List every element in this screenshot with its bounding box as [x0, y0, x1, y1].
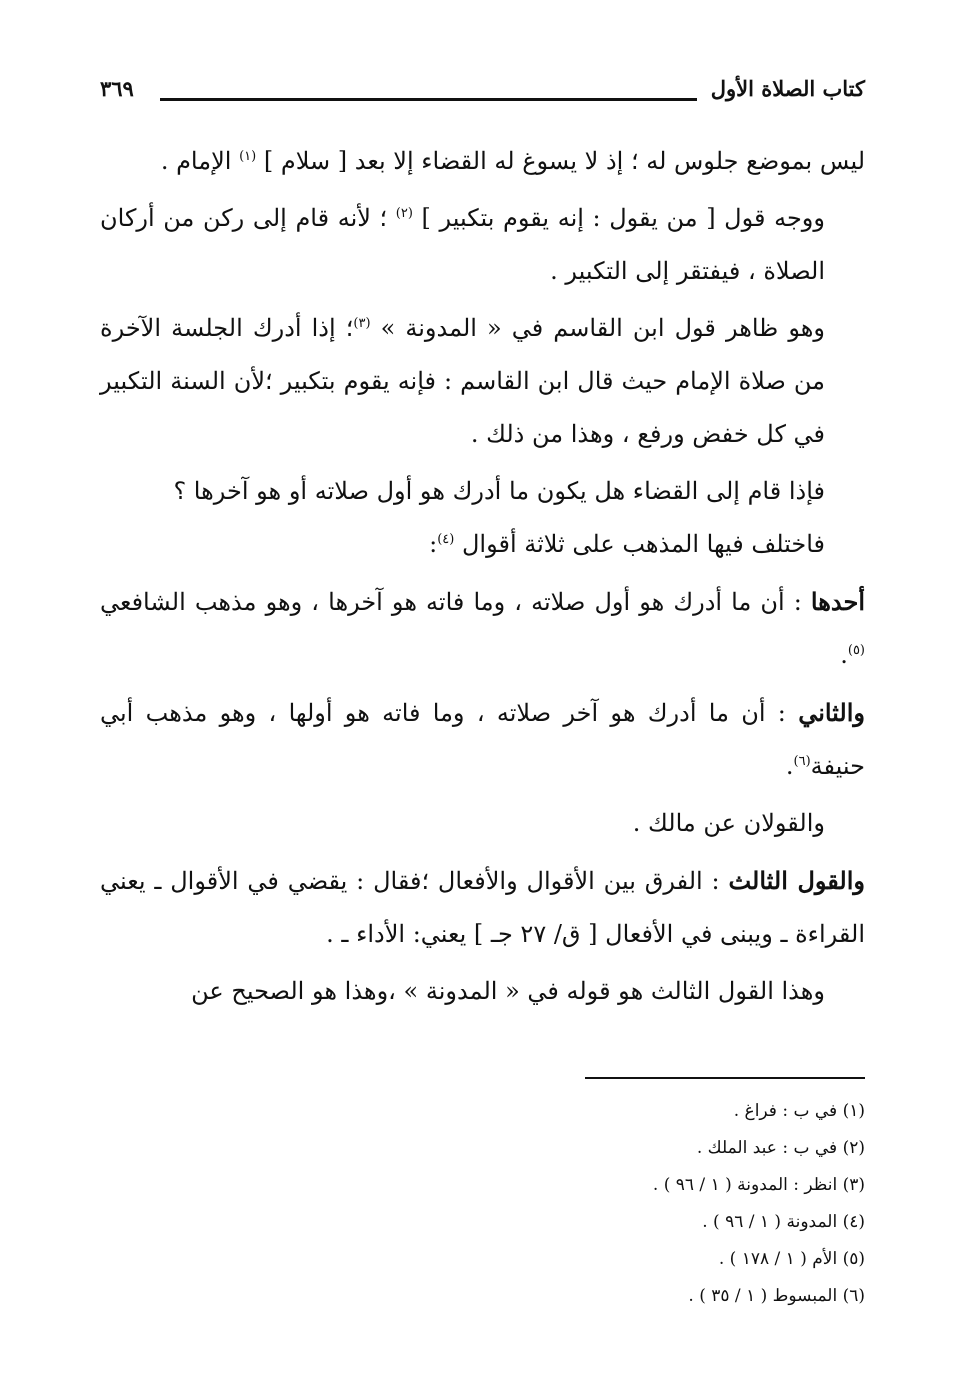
footnote-ref-2: (٢): [395, 206, 413, 221]
footnote-ref-1: (١): [239, 149, 257, 164]
running-header: [100, 70, 865, 120]
page-number: ٣٦٩: [100, 76, 134, 101]
footnote-ref-4: (٤): [437, 532, 455, 547]
footnote-4: (٤) المدونة ( ١ / ٩٦ ) .: [702, 1212, 865, 1232]
paragraph-9: والقول الثالث : الفرق بين الأقوال والأفعال ؛فقال : يقضي في الأقوال ـ يعني القراءة ـ ويبنى في الأفعال [ ق/ ٢٧ جـ ] يعني: الأداء ـ .: [100, 866, 865, 948]
main-text: [100, 135, 865, 1018]
footnote-ref-6: (٦): [793, 754, 811, 769]
footnote-6: (٦) المبسوط ( ١ / ٣٥ ) .: [688, 1286, 865, 1306]
footnote-5: (٥) الأم ( ١ / ١٧٨ ) .: [718, 1249, 865, 1269]
paragraph-7: والثاني : أن ما أدرك هو آخر صلاته ، وما فاته هو أولها ، وهو مذهب أبي حنيفة$^{(٦)}$.: [100, 698, 865, 780]
term-first: أحدها: [810, 587, 865, 616]
paragraph-6: أحدها : أن ما أدرك هو أول صلاته ، وما فاته هو آخرها ، وهو مذهب الشافعي $^{(٥)}$.: [100, 587, 865, 669]
term-second: والثاني: [798, 698, 865, 727]
footnote-ref-5: (٥): [847, 643, 865, 658]
footnote-separator: [585, 1077, 865, 1079]
footnote-2: (٢) في ب : عبد الملك .: [696, 1138, 865, 1158]
paragraph-8: والقولان عن مالك .: [632, 809, 825, 837]
paragraph-5: فاختلف فيها المذهب على ثلاثة أقوال $^{(٤)}$:: [429, 530, 825, 558]
header-title: كتاب الصلاة الأول: [710, 76, 865, 101]
paragraph-2: ووجه قول [ من يقول : إنه يقوم بتكبير ] $^{(٢)}$ ؛ لأنه قام إلى ركن من أركان الصلاة ، فيفتقر إلى التكبير .: [100, 204, 825, 285]
paragraph-3: وهو ظاهر قول ابن القاسم في « المدونة » $^{(٣)}$؛ إذا أدرك الجلسة الآخرة من صلاة الإمام حيث قال ابن القاسم : فإنه يقوم بتكبير ؛لأن السنة التكبير في كل خفض ورفع ، وهذا من ذلك .: [100, 314, 826, 448]
term-third: والقول الثالث: [728, 866, 865, 895]
paragraph-1: ليس بموضع جلوس له ؛ إذ لا يسوغ له القضاء إلا بعد [ سلام ] $^{(١)}$ الإمام .: [160, 147, 865, 175]
paragraph-4: فإذا قام إلى القضاء هل يكون ما أدرك هو أول صلاته أو هو آخرها ؟: [173, 477, 825, 505]
header-rule: [160, 98, 697, 101]
paragraph-10: وهذا القول الثالث هو قوله في « المدونة » ،وهذا هو الصحيح عن: [191, 977, 825, 1005]
footnote-1: (١) في ب : فراغ .: [733, 1101, 865, 1121]
footnotes: [420, 1093, 865, 1315]
footnote-ref-3: (٣): [353, 316, 371, 331]
footnote-3: (٣) انظر : المدونة ( ١ / ٩٦ ) .: [652, 1175, 865, 1195]
